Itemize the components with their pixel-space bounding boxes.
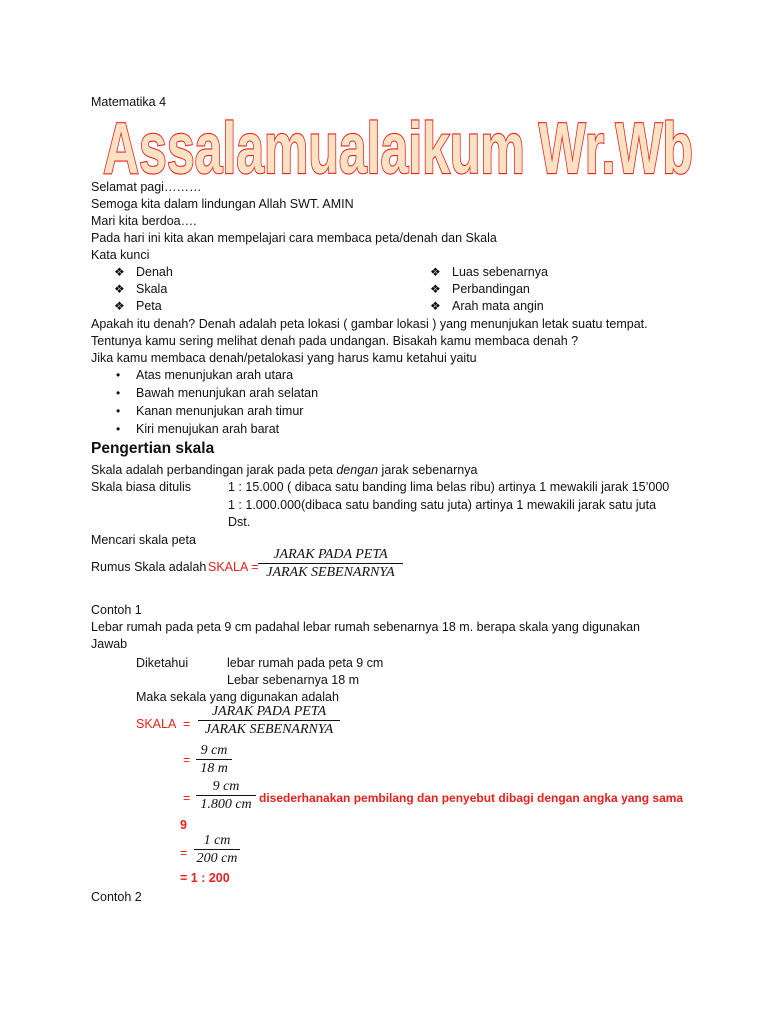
equals-sign: = — [183, 791, 191, 805]
denah-paragraph-line: Tentunya kamu sering melihat denah pada undangan. Bisakah kamu membaca denah ? — [91, 334, 579, 348]
step2-fraction: 9 cm 18 m — [196, 742, 232, 777]
document-label: Matematika 4 — [91, 95, 167, 109]
diamond-bullet-icon: ❖ — [430, 265, 441, 279]
diamond-bullet-icon: ❖ — [430, 282, 441, 296]
lesson-intro: Pada hari ini kita akan mempelajari cara membaca peta/denah dan Skala — [91, 231, 497, 245]
blessing: Semoga kita dalam lindungan Allah SWT. AMIN — [91, 197, 354, 211]
skala-definition: Skala adalah perbandingan jarak pada peta dengan jarak sebenarnya — [91, 463, 478, 477]
denah-paragraph-line: Jika kamu membaca denah/petalokasi yang harus kamu ketahui yaitu — [91, 351, 477, 365]
formula-denominator: JARAK SEBENARNYA — [266, 565, 395, 580]
step1-fraction: JARAK PADA PETA JARAK SEBENARNYA — [198, 703, 340, 738]
divisor-value: 9 — [180, 818, 187, 832]
example-title: Contoh 2 — [91, 890, 142, 904]
direction-item: Kanan menunjukan arah timur — [136, 404, 304, 418]
bullet-icon: • — [116, 386, 121, 400]
prayer: Mari kita berdoa…. — [91, 214, 197, 228]
skala-example-etc: Dst. — [228, 515, 251, 529]
maka-line: Maka sekala yang digunakan adalah — [136, 690, 339, 704]
final-result: = 1 : 200 — [180, 871, 230, 885]
simplify-note: disederhanakan pembilang dan penyebut dibagi dengan angka yang sama — [259, 791, 684, 805]
denah-paragraph-line: Apakah itu denah? Denah adalah peta lokasi ( gambar lokasi ) yang menunjukan letak suatu tempat. — [91, 317, 648, 331]
keyword-item: Denah — [136, 265, 173, 279]
step3-fraction: 9 cm 1.800 cm — [196, 778, 256, 813]
skala-equals: SKALA = — [208, 560, 259, 574]
bullet-icon: • — [116, 404, 121, 418]
bullet-icon: • — [116, 368, 121, 382]
greeting: Selamat pagi……… — [91, 180, 202, 194]
equals-sign: = — [183, 753, 191, 767]
section-heading: Pengertian skala — [91, 440, 215, 457]
diamond-bullet-icon: ❖ — [114, 265, 125, 279]
example-title: Contoh 1 — [91, 603, 142, 617]
diketahui-item: lebar rumah pada peta 9 cm — [227, 656, 384, 670]
diketahui-item: Lebar sebenarnya 18 m — [227, 673, 360, 687]
headline-text: Assalamualaikum Wr.Wb — [103, 109, 693, 182]
skala-label: SKALA — [136, 717, 177, 731]
skala-example-1: 1 : 15.000 ( dibaca satu banding lima belas ribu) artinya 1 mewakili jarak 15’000 — [228, 480, 670, 494]
skala-example-2: 1 : 1.000.000(dibaca satu banding satu juta) artinya 1 mewakili jarak satu juta — [228, 498, 657, 512]
example-problem: Lebar rumah pada peta 9 cm padahal lebar rumah sebenarnya 18 m. berapa skala yang digunakan — [91, 620, 640, 634]
diketahui-label: Diketahui — [136, 656, 189, 670]
bullet-icon: • — [116, 422, 121, 436]
skala-formula — [258, 546, 403, 581]
keyword-item: Arah mata angin — [452, 299, 544, 313]
keyword-item: Skala — [136, 282, 168, 296]
diamond-bullet-icon: ❖ — [114, 282, 125, 296]
keywords-heading: Kata kunci — [91, 248, 150, 262]
mencari-skala: Mencari skala peta — [91, 533, 196, 547]
formula-numerator: JARAK PADA PETA — [273, 547, 388, 562]
rumus-label: Rumus Skala adalah — [91, 560, 207, 574]
equals-sign: = — [180, 846, 188, 860]
equals-sign: = — [183, 717, 191, 731]
direction-item: Atas menunjukan arah utara — [136, 368, 294, 382]
skala-written-label: Skala biasa ditulis — [91, 480, 192, 494]
diamond-bullet-icon: ❖ — [114, 299, 125, 313]
step4-fraction: 1 cm 200 cm — [194, 832, 240, 867]
direction-item: Bawah menunjukan arah selatan — [136, 386, 319, 400]
jawab-label: Jawab — [91, 637, 128, 651]
keyword-item: Peta — [136, 299, 162, 313]
keyword-item: Perbandingan — [452, 282, 530, 296]
direction-item: Kiri menujukan arah barat — [136, 422, 280, 436]
headline — [100, 100, 696, 182]
keyword-item: Luas sebenarnya — [452, 265, 548, 279]
diamond-bullet-icon: ❖ — [430, 299, 441, 313]
